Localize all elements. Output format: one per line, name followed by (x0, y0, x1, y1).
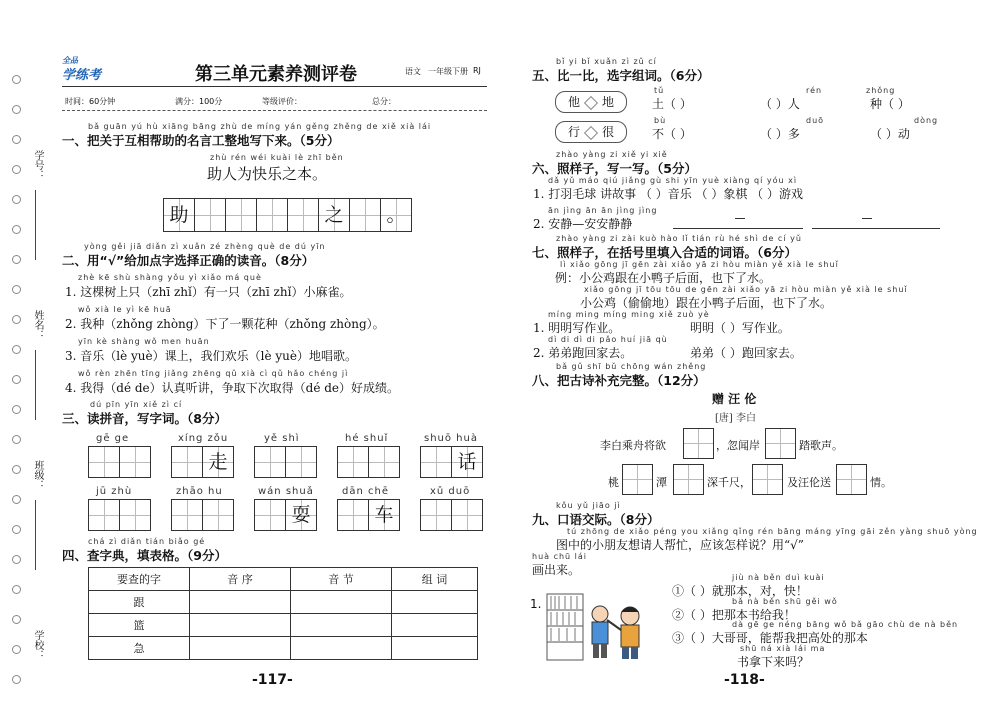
grid-cell[interactable]: 。 (381, 199, 411, 231)
student-school-label: 学校： (32, 630, 43, 660)
table-cell: 急 (89, 637, 190, 660)
s3-word-pinyin: xǔ duō (430, 486, 471, 497)
s3-word-pinyin: xíng zǒu (178, 433, 229, 444)
s2-item-4[interactable]: 4. 我得（dé de）认真听讲，争取下次取得（dé de）好成绩。 (65, 381, 400, 395)
s9-option-3-cont: 书拿下来吗？ (737, 655, 810, 669)
s3-grid[interactable] (337, 446, 400, 478)
grid-cell[interactable] (286, 447, 316, 477)
s5-blank[interactable]: 土（ ） (652, 97, 692, 111)
s3-word-pinyin: yě shì (264, 433, 300, 444)
s5-blank[interactable]: 不（ ） (652, 127, 692, 141)
grid-cell[interactable] (338, 447, 369, 477)
compare-char: 地 (602, 95, 615, 109)
s4-title: 四、查字典，填表格。（9分） (62, 548, 227, 563)
s6-dash (735, 218, 745, 219)
s8-pinyin: bǎ gǔ shī bǔ chōng wán zhěng (556, 362, 707, 371)
s7-pinyin: dì di dì di pǎo huí jiā qù (548, 335, 668, 344)
compare-char: 他 (568, 95, 581, 109)
page-title: 第三单元素养测评卷 (195, 64, 357, 85)
table-row (89, 591, 478, 614)
s7-item-1: 1. 明明写作业。 (533, 321, 621, 335)
poem-grid[interactable] (765, 428, 796, 459)
poem-text: 踏歌声。 (799, 439, 843, 452)
poem-grid[interactable] (836, 464, 867, 495)
s9-option-2[interactable]: ②（ ）把那本书给我！ (672, 608, 796, 622)
subject-label: 语文 (405, 67, 421, 76)
s7-item-1-blank[interactable]: 明明（ ）写作业。 (690, 321, 790, 335)
grid-cell[interactable] (89, 447, 120, 477)
grid-cell[interactable] (338, 500, 369, 530)
grid-cell[interactable] (172, 500, 203, 530)
s2-item-2[interactable]: 2. 我种（zhǒng zhòng）下了一颗花种（zhǒng zhòng）。 (65, 317, 385, 331)
s9-pinyin: tú zhōng de xiǎo péng you xiǎng qǐng rén bāng máng yīng gāi zěn yàng shuō yòng (567, 527, 978, 536)
grid-cell[interactable] (350, 199, 381, 231)
s9-option-1[interactable]: ①（ ）就那本，对，快！ (672, 584, 808, 598)
s3-grid[interactable] (254, 446, 317, 478)
s3-grid[interactable] (420, 499, 483, 531)
grid-cell[interactable] (120, 447, 150, 477)
time-label: 时间：60分钟 (65, 97, 116, 106)
s9-pinyin: huà chū lái (532, 552, 588, 561)
grid-cell[interactable]: 之 (319, 199, 350, 231)
table-cell: 篮 (89, 614, 190, 637)
s7-pinyin: míng ming míng ming xiě zuò yè (548, 310, 710, 319)
table-cell[interactable] (291, 591, 392, 614)
s9-question: 图中的小朋友想请人帮忙，应该怎样说？用“√” (556, 538, 804, 552)
table-cell[interactable] (291, 614, 392, 637)
s3-word-pinyin: jū zhù (96, 486, 133, 497)
grid-cell[interactable] (257, 199, 288, 231)
poem-text: 李白乘舟将欲 (600, 439, 666, 452)
s2-item-1[interactable]: 1. 这棵树上只（zhī zhǐ）有一只（zhī zhǐ）小麻雀。 (65, 285, 352, 299)
grid-cell[interactable] (120, 500, 150, 530)
s6-answer-line[interactable] (812, 228, 940, 229)
s1-title: 一、把关于互相帮助的名言工整地写下来。（5分） (62, 133, 340, 148)
s9-title: 九、口语交际。（8分） (532, 512, 660, 527)
bow-icon (584, 96, 598, 110)
meta-rule (62, 110, 487, 111)
s5-blank[interactable]: （ ）动 (870, 127, 910, 141)
grid-cell[interactable] (255, 500, 286, 530)
s7-pinyin: zhào yàng zi zài kuò hào lǐ tián rù hé shì de cí yǔ (556, 234, 802, 243)
table-header: 音 节 (291, 568, 392, 591)
grid-cell[interactable] (421, 500, 452, 530)
s7-item-2: 2. 弟弟跑回家去。 (533, 346, 633, 360)
s5-blank[interactable]: （ ）人 (760, 97, 800, 111)
s2-item-pinyin: wǒ rèn zhēn tīng jiǎng zhēng qǔ xià cì qǔ hǎo chéng jì (78, 369, 349, 378)
s3-word-pinyin: gē ge (96, 433, 130, 444)
s3-grid[interactable] (88, 446, 151, 478)
grid-cell[interactable] (203, 500, 233, 530)
s6-pinyin: dǎ yǔ máo qiú jiǎng gù shi yīn yuè xiàng qí yóu xì (548, 176, 798, 185)
poem-grid[interactable] (752, 464, 783, 495)
s6-pinyin: ān jìng ān ān jìng jìng (548, 206, 658, 215)
s5-pinyin: zhǒng (866, 86, 896, 95)
table-cell[interactable] (392, 637, 478, 660)
grid-cell[interactable] (195, 199, 226, 231)
table-row (89, 637, 478, 660)
s9-question-end: 画出来。 (532, 563, 581, 577)
student-name-label: 姓名： (32, 310, 43, 340)
poem-title: 赠 汪 伦 (712, 392, 757, 406)
poem-text: 及汪伦送 (787, 476, 831, 489)
s7-example-1: 例：小公鸡跟在小鸭子后面，也下了水。 (555, 271, 772, 285)
grid-cell[interactable]: 车 (369, 500, 399, 530)
s6-line-2: 2. 安静—安安静静 (533, 217, 633, 231)
s3-grid[interactable] (171, 446, 234, 478)
s3-grid[interactable] (88, 499, 151, 531)
poem-text: 情。 (870, 476, 892, 489)
grid-cell[interactable]: 耍 (286, 500, 316, 530)
table-cell: 跟 (89, 591, 190, 614)
s9-option-3[interactable]: ③（ ）大哥哥，能帮我把高处的那本 (672, 631, 868, 645)
student-name-line (35, 350, 36, 420)
s3-grid[interactable] (254, 499, 317, 531)
table-header: 音 序 (190, 568, 291, 591)
poem-grid[interactable] (683, 428, 714, 459)
student-id-label: 学号： (32, 150, 43, 180)
s7-pinyin: xiǎo gōng jī tōu tōu de gēn zài xiǎo yā zi hòu miàn yě xià le shuǐ (584, 285, 908, 294)
s2-item-pinyin: zhè kē shù shàng yǒu yì xiǎo má què (78, 273, 262, 282)
dictionary-table (88, 567, 478, 660)
s2-item-pinyin: yīn kè shàng wǒ men huān (78, 337, 210, 346)
page-number-right: -118- (724, 672, 765, 688)
s3-pinyin: dú pīn yīn xiě zì cí (90, 400, 183, 409)
s9-pinyin: kǒu yǔ jiāo jì (556, 501, 621, 510)
s3-grid[interactable] (337, 499, 400, 531)
table-header: 要查的字 (89, 568, 190, 591)
s4-pinyin: chá zì diǎn tián biǎo gé (88, 537, 206, 546)
s3-word-pinyin: hé shuǐ (345, 433, 389, 444)
poem-grid[interactable] (673, 464, 704, 495)
s6-line-1[interactable]: 1. 打羽毛球 讲故事 （ ）音乐 （ ）象棋 （ ）游戏 (533, 187, 803, 201)
s1-quote-pinyin: zhù rén wéi kuài lè zhī běn (210, 153, 344, 162)
library-illustration (545, 592, 655, 664)
table-cell[interactable] (392, 614, 478, 637)
student-class-label: 班级： (32, 460, 43, 490)
full-score-label: 满分：100分 (175, 97, 223, 106)
s3-grid[interactable] (420, 446, 483, 478)
s5-pinyin: dòng (914, 116, 939, 125)
table-cell[interactable] (190, 614, 291, 637)
s3-title: 三、读拼音，写字词。（8分） (62, 411, 227, 426)
table-header: 组 词 (392, 568, 478, 591)
s3-word-pinyin: shuō huà (424, 433, 478, 444)
header-rule (62, 86, 487, 87)
s1-quote: 助人为快乐之本。 (207, 165, 328, 183)
s6-answer-line[interactable] (673, 228, 803, 229)
poem-text: 潭 (656, 476, 667, 489)
poem-text: ，忽闻岸 (716, 439, 760, 452)
s3-word-pinyin: zhāo hu (176, 486, 223, 497)
total-label: 总分： (372, 97, 396, 106)
s5-pinyin: bǐ yi bǐ xuǎn zì zǔ cí (556, 57, 657, 66)
compare-char: 行 (568, 125, 581, 139)
grade-label: 一年级下册 (428, 67, 468, 76)
grid-cell[interactable] (172, 447, 203, 477)
grid-cell[interactable] (452, 500, 482, 530)
s9-pinyin: shū ná xià lái ma (740, 644, 826, 653)
s7-item-2-blank[interactable]: 弟弟（ ）跑回家去。 (690, 346, 802, 360)
s7-example-2: 小公鸡（偷偷地）跟在小鸭子后面，也下了水。 (580, 296, 833, 310)
s9-pinyin: dà gē ge néng bāng wǒ bǎ gāo chù de nà běn (732, 620, 959, 629)
student-class-line (35, 500, 36, 570)
s1-writing-grid[interactable] (163, 198, 412, 232)
poem-text: 桃 (608, 476, 619, 489)
s9-pinyin: bǎ nà běn shū gěi wǒ (732, 597, 838, 606)
grid-cell[interactable]: 走 (203, 447, 233, 477)
s6-title: 六、照样子，写一写。（5分） (532, 161, 697, 176)
grid-cell[interactable]: 助 (164, 199, 195, 231)
table-row (89, 614, 478, 637)
s3-word-pinyin: dān chē (342, 486, 389, 497)
table-cell[interactable] (291, 637, 392, 660)
s5-pinyin: rén (806, 86, 823, 95)
s9-pinyin: jiù nà běn duì kuài (732, 573, 825, 582)
poem-author: [唐] 李白 (715, 413, 756, 424)
brand-logo: 全品 学练考 (62, 56, 102, 83)
table-cell[interactable] (190, 591, 291, 614)
poem-grid[interactable] (622, 464, 653, 495)
s5-blank[interactable]: 种（ ） (870, 97, 910, 111)
s1-pinyin: bǎ guān yú hù xiāng bāng zhù de míng yán gěng zhěng de xiě xià lái (88, 122, 432, 131)
table-cell[interactable] (392, 591, 478, 614)
level-label: 等级评价： (262, 97, 302, 106)
s5-blank[interactable]: （ ）多 (760, 127, 800, 141)
grid-cell[interactable]: 话 (452, 447, 482, 477)
s3-grid[interactable] (171, 499, 234, 531)
s3-word-pinyin: wán shuǎ (258, 486, 314, 497)
grid-cell[interactable] (421, 447, 452, 477)
s6-dash (862, 218, 872, 219)
table-cell[interactable] (190, 637, 291, 660)
s8-title: 八、把古诗补充完整。（12分） (532, 373, 706, 388)
s2-item-pinyin: wǒ xià le yì kē huā (78, 305, 172, 314)
s5-pinyin: tǔ (654, 86, 665, 95)
s2-pinyin: yòng gěi jiā diǎn zì xuǎn zé zhèng què de dú yīn (84, 242, 326, 251)
s5-title: 五、比一比，选字组词。（6分） (532, 68, 710, 83)
student-id-line (35, 190, 36, 260)
bow-icon (584, 126, 598, 140)
grid-cell[interactable] (255, 447, 286, 477)
poem-text: 深千尺， (707, 476, 751, 489)
compare-char: 很 (602, 125, 615, 139)
s7-title: 七、照样子，在括号里填入合适的词语。（6分） (532, 245, 797, 260)
s9-number: 1. (530, 597, 542, 611)
grid-cell[interactable] (369, 447, 399, 477)
s5-pinyin: duō (806, 116, 825, 125)
edition-label: RJ (473, 66, 481, 75)
page-number-left: -117- (252, 672, 293, 688)
compare-pair-1 (555, 91, 627, 113)
grid-cell[interactable] (288, 199, 319, 231)
compare-pair-2 (555, 121, 627, 143)
s7-pinyin: lì xiǎo gōng jī gēn zài xiǎo yā zi hòu miàn yě xià le shuǐ (560, 260, 839, 269)
grid-cell[interactable] (89, 500, 120, 530)
s6-pinyin: zhào yàng zi xiě yi xiě (556, 150, 668, 159)
s5-pinyin: bù (654, 116, 667, 125)
table-header-row (89, 568, 478, 591)
grid-cell[interactable] (226, 199, 257, 231)
s2-title: 二、用“√”给加点字选择正确的读音。（8分） (62, 253, 315, 268)
s2-item-3[interactable]: 3. 音乐（lè yuè）课上，我们欢乐（lè yuè）地唱歌。 (65, 349, 357, 363)
